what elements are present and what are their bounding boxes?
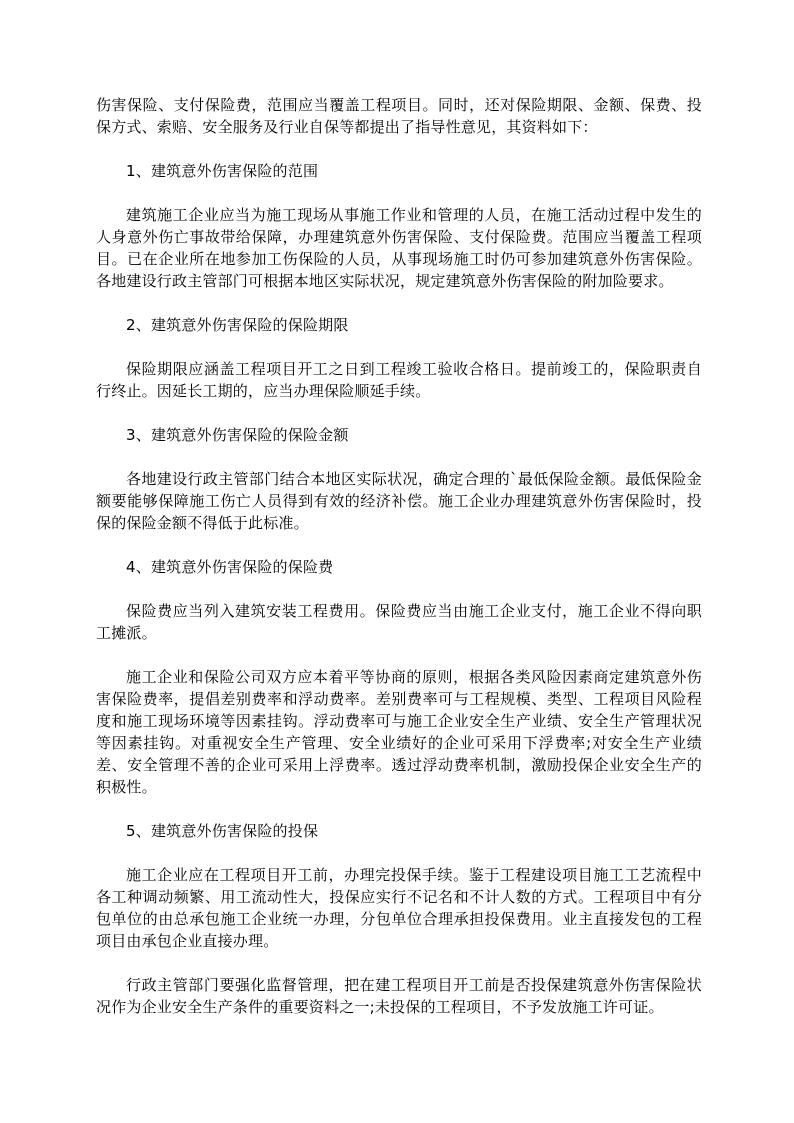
section-heading-amount: 3、建筑意外伤害保险的保险金额: [126, 426, 349, 444]
paragraph-enrollment: 施工企业应在工程项目开工前，办理完投保手续。鉴于工程建设项目施工工艺流程中各工种调动频繁、用工流动性大，投保应实行不记名和不计人数的方式。工程项目中有分包单位的由总承包施工企业统一办理，分包单位合理承担投保费用。业主直接发包的工程项目由承包企业直接办理。: [96, 866, 702, 950]
section-heading-enrollment: 5、建筑意外伤害保险的投保: [126, 822, 319, 840]
paragraph-scope: 建筑施工企业应当为施工现场从事施工作业和管理的人员，在施工活动过程中发生的人身意外伤亡事故带给保障，办理建筑意外伤害保险、支付保险费。范围应当覆盖工程项目。已在企业所在地参加工伤保险的人员，从事现场施工时仍可参加建筑意外伤害保险。各地建设行政主管部门可根据本地区实际状况，规定建筑意外伤害保险的附加险要求。: [96, 206, 702, 290]
document-body: [96, 94, 702, 1040]
paragraph-premium: 保险费应当列入建筑安装工程费用。保险费应当由施工企业支付，施工企业不得向职工摊派。: [96, 602, 702, 642]
paragraph-supervision: 行政主管部门要强化监督管理，把在建工程项目开工前是否投保建筑意外伤害保险状况作为企业安全生产条件的重要资料之一;未投保的工程项目，不予发放施工许可证。: [96, 976, 702, 1016]
paragraph-amount: 各地建设行政主管部门结合本地区实际状况，确定合理的`最低保险金额。最低保险金额要能够保障施工伤亡人员得到有效的经济补偿。施工企业办理建筑意外伤害保险时，投保的保险金额不得低于此标准。: [96, 470, 702, 532]
section-heading-premium: 4、建筑意外伤害保险的保险费: [126, 558, 334, 576]
paragraph-period: 保险期限应涵盖工程项目开工之日到工程竣工验收合格日。提前竣工的，保险职责自行终止。因延长工期的，应当办理保险顺延手续。: [96, 360, 702, 400]
section-heading-scope: 1、建筑意外伤害保险的范围: [126, 162, 319, 180]
section-heading-period: 2、建筑意外伤害保险的保险期限: [126, 316, 349, 334]
intro-paragraph: 伤害保险、支付保险费，范围应当覆盖工程项目。同时，还对保险期限、金额、保费、投保方式、索赔、安全服务及行业自保等都提出了指导性意见，其资料如下：: [96, 96, 702, 136]
paragraph-premium-rate: 施工企业和保险公司双方应本着平等协商的原则，根据各类风险因素商定建筑意外伤害保险费率，提倡差别费率和浮动费率。差别费率可与工程规模、类型、工程项目风险程度和施工现场环境等因素挂钩。浮动费率可与施工企业安全生产业绩、安全生产管理状况等因素挂钩。对重视安全生产管理、安全业绩好的企业可采用下浮费率;对安全生产业绩差、安全管理不善的企业可采用上浮费率。透过浮动费率机制，激励投保企业安全生产的积极性。: [96, 668, 702, 796]
